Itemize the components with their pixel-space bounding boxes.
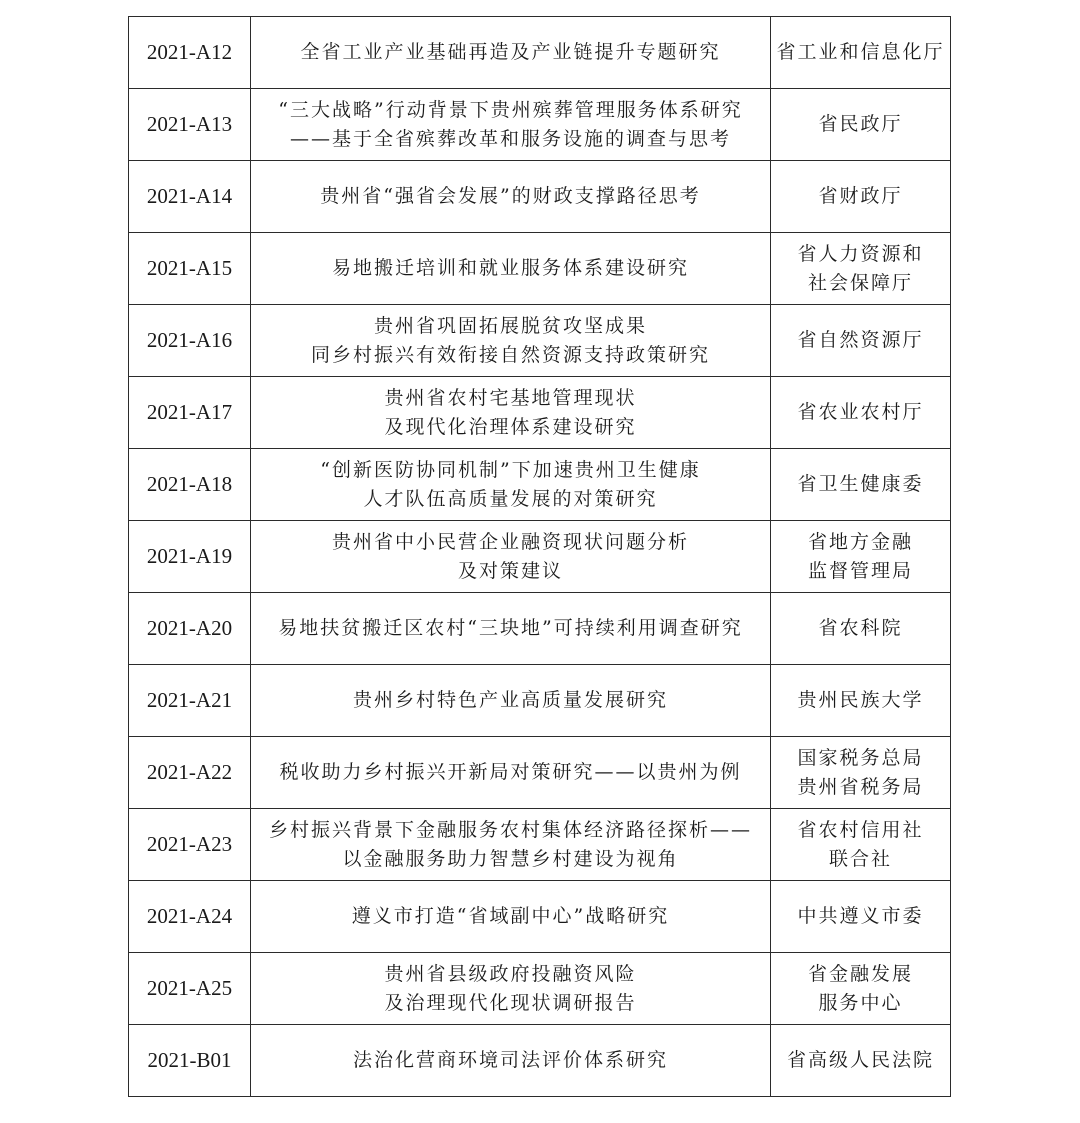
- table-row: [129, 161, 951, 233]
- project-title-line: 贵州省农村宅基地管理现状: [384, 386, 637, 409]
- project-title-cell: [251, 161, 771, 233]
- project-title-cell: [251, 305, 771, 377]
- project-table-body: [129, 17, 951, 1097]
- project-code-cell: 2021-A24: [129, 881, 251, 953]
- organization-line: 省农村信用社: [797, 818, 924, 841]
- project-code-cell: 2021-A23: [129, 809, 251, 881]
- project-title-line: ——基于全省殡葬改革和服务设施的调查与思考: [289, 127, 731, 150]
- organization-line: 联合社: [828, 847, 892, 870]
- project-title-line: 全省工业产业基础再造及产业链提升专题研究: [300, 41, 721, 63]
- table-row: [129, 881, 951, 953]
- project-title-line: 贵州省中小民营企业融资现状问题分析: [331, 530, 689, 553]
- organization-cell: [771, 89, 951, 161]
- table-row: [129, 737, 951, 809]
- project-title-line: 遵义市打造“省域副中心”战略研究: [351, 905, 670, 927]
- table-row: [129, 17, 951, 89]
- organization-line: 省工业和信息化厅: [776, 41, 945, 63]
- project-title-cell: [251, 89, 771, 161]
- organization-cell: [771, 233, 951, 305]
- organization-line: 贵州省税务局: [797, 775, 924, 798]
- table-row: [129, 89, 951, 161]
- organization-line: 服务中心: [818, 991, 903, 1014]
- project-title-line: 贵州省“强省会发展”的财政支撑路径思考: [320, 185, 701, 207]
- project-code-cell: 2021-A17: [129, 377, 251, 449]
- organization-cell: [771, 449, 951, 521]
- table-row: [129, 593, 951, 665]
- project-title-line: 及现代化治理体系建设研究: [384, 415, 637, 438]
- project-table: [128, 16, 951, 1097]
- project-title-line: 法治化营商环境司法评价体系研究: [352, 1049, 668, 1071]
- project-title-line: 贵州乡村特色产业高质量发展研究: [352, 689, 668, 711]
- table-row: [129, 809, 951, 881]
- project-code-cell: 2021-A12: [129, 17, 251, 89]
- project-title-line: 乡村振兴背景下金融服务农村集体经济路径探析——: [268, 818, 752, 841]
- table-row: [129, 1025, 951, 1097]
- table-row: [129, 449, 951, 521]
- project-title-line: “创新医防协同机制”下加速贵州卫生健康: [320, 458, 701, 481]
- project-title-line: 以金融服务助力智慧乡村建设为视角: [342, 847, 679, 870]
- table-row: [129, 521, 951, 593]
- organization-line: 省民政厅: [818, 113, 903, 135]
- organization-line: 省农科院: [818, 617, 903, 639]
- organization-cell: [771, 17, 951, 89]
- project-title-cell: [251, 953, 771, 1025]
- project-code-cell: 2021-A21: [129, 665, 251, 737]
- organization-cell: [771, 593, 951, 665]
- project-title-cell: [251, 737, 771, 809]
- project-title-cell: [251, 377, 771, 449]
- project-code-cell: 2021-A18: [129, 449, 251, 521]
- project-title-line: 同乡村振兴有效衔接自然资源支持政策研究: [310, 343, 710, 366]
- project-code-cell: 2021-A13: [129, 89, 251, 161]
- project-title-line: 人才队伍高质量发展的对策研究: [363, 487, 658, 510]
- organization-cell: [771, 377, 951, 449]
- project-title-cell: [251, 809, 771, 881]
- project-title-cell: [251, 593, 771, 665]
- table-row: [129, 953, 951, 1025]
- table-row: [129, 377, 951, 449]
- organization-cell: [771, 881, 951, 953]
- project-title-line: 贵州省巩固拓展脱贫攻坚成果: [373, 314, 647, 337]
- organization-cell: [771, 521, 951, 593]
- project-code-cell: 2021-A16: [129, 305, 251, 377]
- organization-line: 省农业农村厅: [797, 401, 924, 423]
- organization-line: 省自然资源厅: [797, 329, 924, 351]
- organization-line: 社会保障厅: [807, 271, 913, 294]
- organization-cell: [771, 809, 951, 881]
- project-code-cell: 2021-A15: [129, 233, 251, 305]
- project-title-line: 易地扶贫搬迁区农村“三块地”可持续利用调查研究: [278, 617, 743, 639]
- organization-line: 省地方金融: [807, 530, 913, 553]
- project-title-cell: [251, 233, 771, 305]
- table-row: [129, 665, 951, 737]
- organization-cell: [771, 953, 951, 1025]
- project-code-cell: 2021-B01: [129, 1025, 251, 1097]
- project-title-cell: [251, 17, 771, 89]
- organization-cell: [771, 161, 951, 233]
- organization-line: 贵州民族大学: [797, 689, 924, 711]
- project-title-cell: [251, 881, 771, 953]
- organization-line: 省高级人民法院: [786, 1049, 934, 1071]
- project-title-line: 易地搬迁培训和就业服务体系建设研究: [331, 257, 689, 279]
- table-row: [129, 233, 951, 305]
- organization-line: 省金融发展: [807, 962, 913, 985]
- project-title-line: “三大战略”行动背景下贵州殡葬管理服务体系研究: [278, 98, 743, 121]
- project-code-cell: 2021-A20: [129, 593, 251, 665]
- organization-line: 省卫生健康委: [797, 473, 924, 495]
- project-title-line: 税收助力乡村振兴开新局对策研究——以贵州为例: [279, 761, 742, 783]
- project-title-cell: [251, 665, 771, 737]
- project-code-cell: 2021-A14: [129, 161, 251, 233]
- project-title-line: 及对策建议: [457, 559, 563, 582]
- project-title-line: 贵州省县级政府投融资风险: [384, 962, 637, 985]
- organization-line: 省人力资源和: [797, 242, 924, 265]
- organization-line: 省财政厅: [818, 185, 903, 207]
- organization-cell: [771, 1025, 951, 1097]
- organization-cell: [771, 737, 951, 809]
- project-title-cell: [251, 1025, 771, 1097]
- organization-cell: [771, 665, 951, 737]
- organization-line: 监督管理局: [807, 559, 913, 582]
- project-code-cell: 2021-A25: [129, 953, 251, 1025]
- project-title-line: 及治理现代化现状调研报告: [384, 991, 637, 1014]
- organization-line: 国家税务总局: [797, 746, 924, 769]
- project-title-cell: [251, 449, 771, 521]
- project-code-cell: 2021-A22: [129, 737, 251, 809]
- organization-line: 中共遵义市委: [797, 905, 924, 927]
- project-code-cell: 2021-A19: [129, 521, 251, 593]
- organization-cell: [771, 305, 951, 377]
- project-title-cell: [251, 521, 771, 593]
- table-row: [129, 305, 951, 377]
